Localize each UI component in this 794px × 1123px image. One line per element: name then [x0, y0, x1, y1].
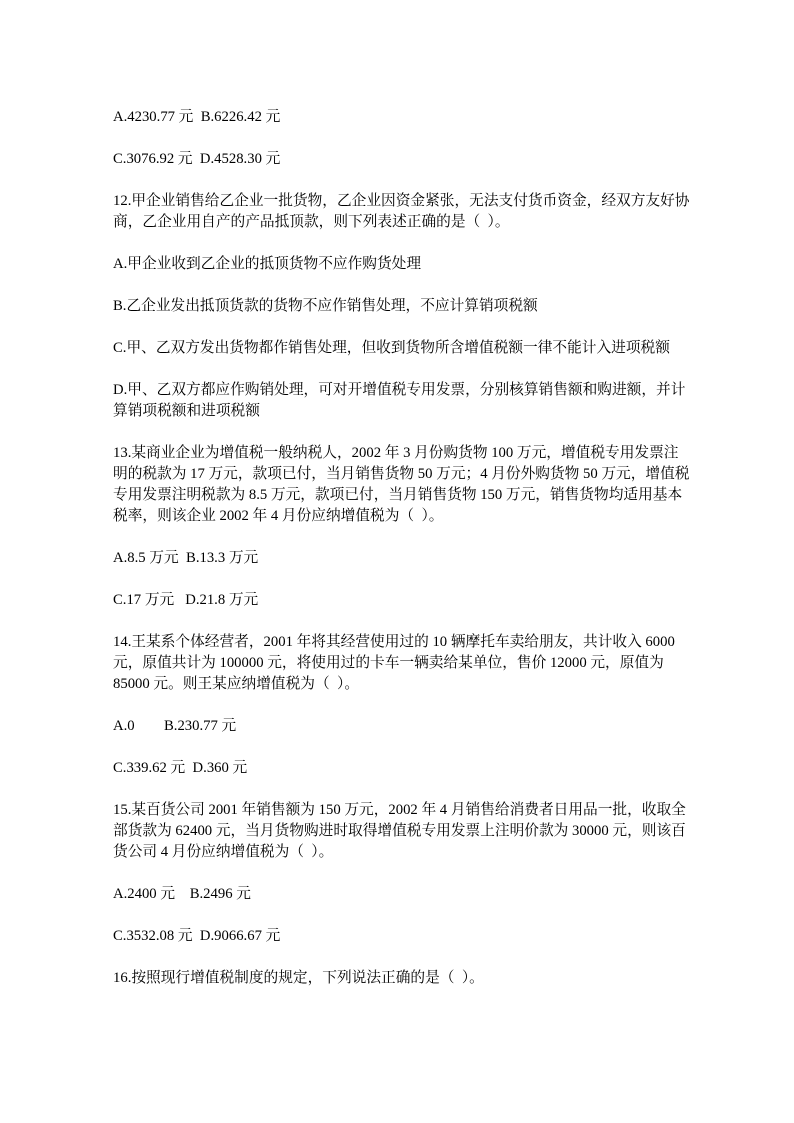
text-line: C.3532.08 元 D.9066.67 元: [113, 928, 281, 944]
q12-option-a: [113, 254, 686, 275]
text-line: 16.按照现行增值税制度的规定，下列说法正确的是（ ）。: [113, 970, 484, 986]
q12-option-c: [113, 338, 686, 359]
text-line: B.乙企业发出抵顶货款的货物不应作销售处理，不应计算销项税额: [113, 298, 538, 314]
text-line: 税率，则该企业 2002 年 4 月份应纳增值税为（ ）。: [113, 508, 444, 524]
text-line: 14.王某系个体经营者，2001 年将其经营使用过的 10 辆摩托车卖给朋友，共计收入 6000: [113, 634, 675, 650]
q12-option-d: [113, 380, 686, 422]
text-line: 13.某商业企业为增值税一般纳税人，2002 年 3 月份购货物 100 万元，增值税专用发票注: [113, 445, 679, 461]
q15-options-row-cd: [113, 926, 686, 947]
text-line: 12.甲企业销售给乙企业一批货物，乙企业因资金紧张，无法支付货币资金，经双方友好协: [113, 193, 690, 209]
text-line: C.甲、乙双方发出货物都作销售处理，但收到货物所含增值税额一律不能计入进项税额: [113, 340, 670, 356]
q13-options-row-ab: [113, 548, 686, 569]
text-line: A.4230.77 元 B.6226.42 元: [113, 109, 281, 125]
text-line: 明的税款为 17 万元，款项已付，当月销售货物 50 万元；4 月份外购货物 50 万元，增值税: [113, 466, 690, 482]
text-line: A.2400 元 B.2496 元: [113, 886, 251, 902]
text-line: 85000 元。则王某应纳增值税为（ ）。: [113, 676, 360, 692]
q13-options-row-cd: [113, 590, 686, 611]
q14-options-row-ab: [113, 716, 686, 737]
q11-options-row-ab: [113, 107, 686, 128]
text-line: 部货款为 62400 元，当月货物购进时取得增值税专用发票上注明价款为 30000 元，则该百: [113, 823, 686, 839]
text-line: C.17 万元 D.21.8 万元: [113, 592, 259, 608]
q16-stem: [113, 968, 686, 989]
text-line: 货公司 4 月份应纳增值税为（ ）。: [113, 844, 334, 860]
q14-options-row-cd: [113, 758, 686, 779]
text-line: 算销项税额和进项税额: [113, 403, 260, 419]
text-line: D.甲、乙双方都应作购销处理，可对开增值税专用发票，分别核算销售额和购进额，并计: [113, 382, 686, 398]
text-line: A.甲企业收到乙企业的抵顶货物不应作购货处理: [113, 256, 422, 272]
q13-stem: [113, 443, 690, 527]
text-line: 专用发票注明税款为 8.5 万元，款项已付，当月销售货物 150 万元，销售货物均适用基本: [113, 487, 683, 503]
q15-options-row-ab: [113, 884, 686, 905]
text-line: A.8.5 万元 B.13.3 万元: [113, 550, 259, 566]
text-line: 商，乙企业用自产的产品抵顶款，则下列表述正确的是（ ）。: [113, 214, 510, 230]
text-line: C.339.62 元 D.360 元: [113, 760, 248, 776]
text-line: 元，原值共计为 100000 元，将使用过的卡车一辆卖给某单位，售价 12000 元，原值为: [113, 655, 664, 671]
text-line: C.3076.92 元 D.4528.30 元: [113, 151, 281, 167]
q12-option-b: [113, 296, 686, 317]
q12-stem: [113, 191, 690, 233]
q11-options-row-cd: [113, 149, 686, 170]
q15-stem: [113, 800, 686, 863]
q14-stem: [113, 632, 686, 695]
text-line: 15.某百货公司 2001 年销售额为 150 万元，2002 年 4 月销售给消费者日用品一批，收取全: [113, 802, 686, 818]
text-line: A.0 B.230.77 元: [113, 718, 237, 734]
